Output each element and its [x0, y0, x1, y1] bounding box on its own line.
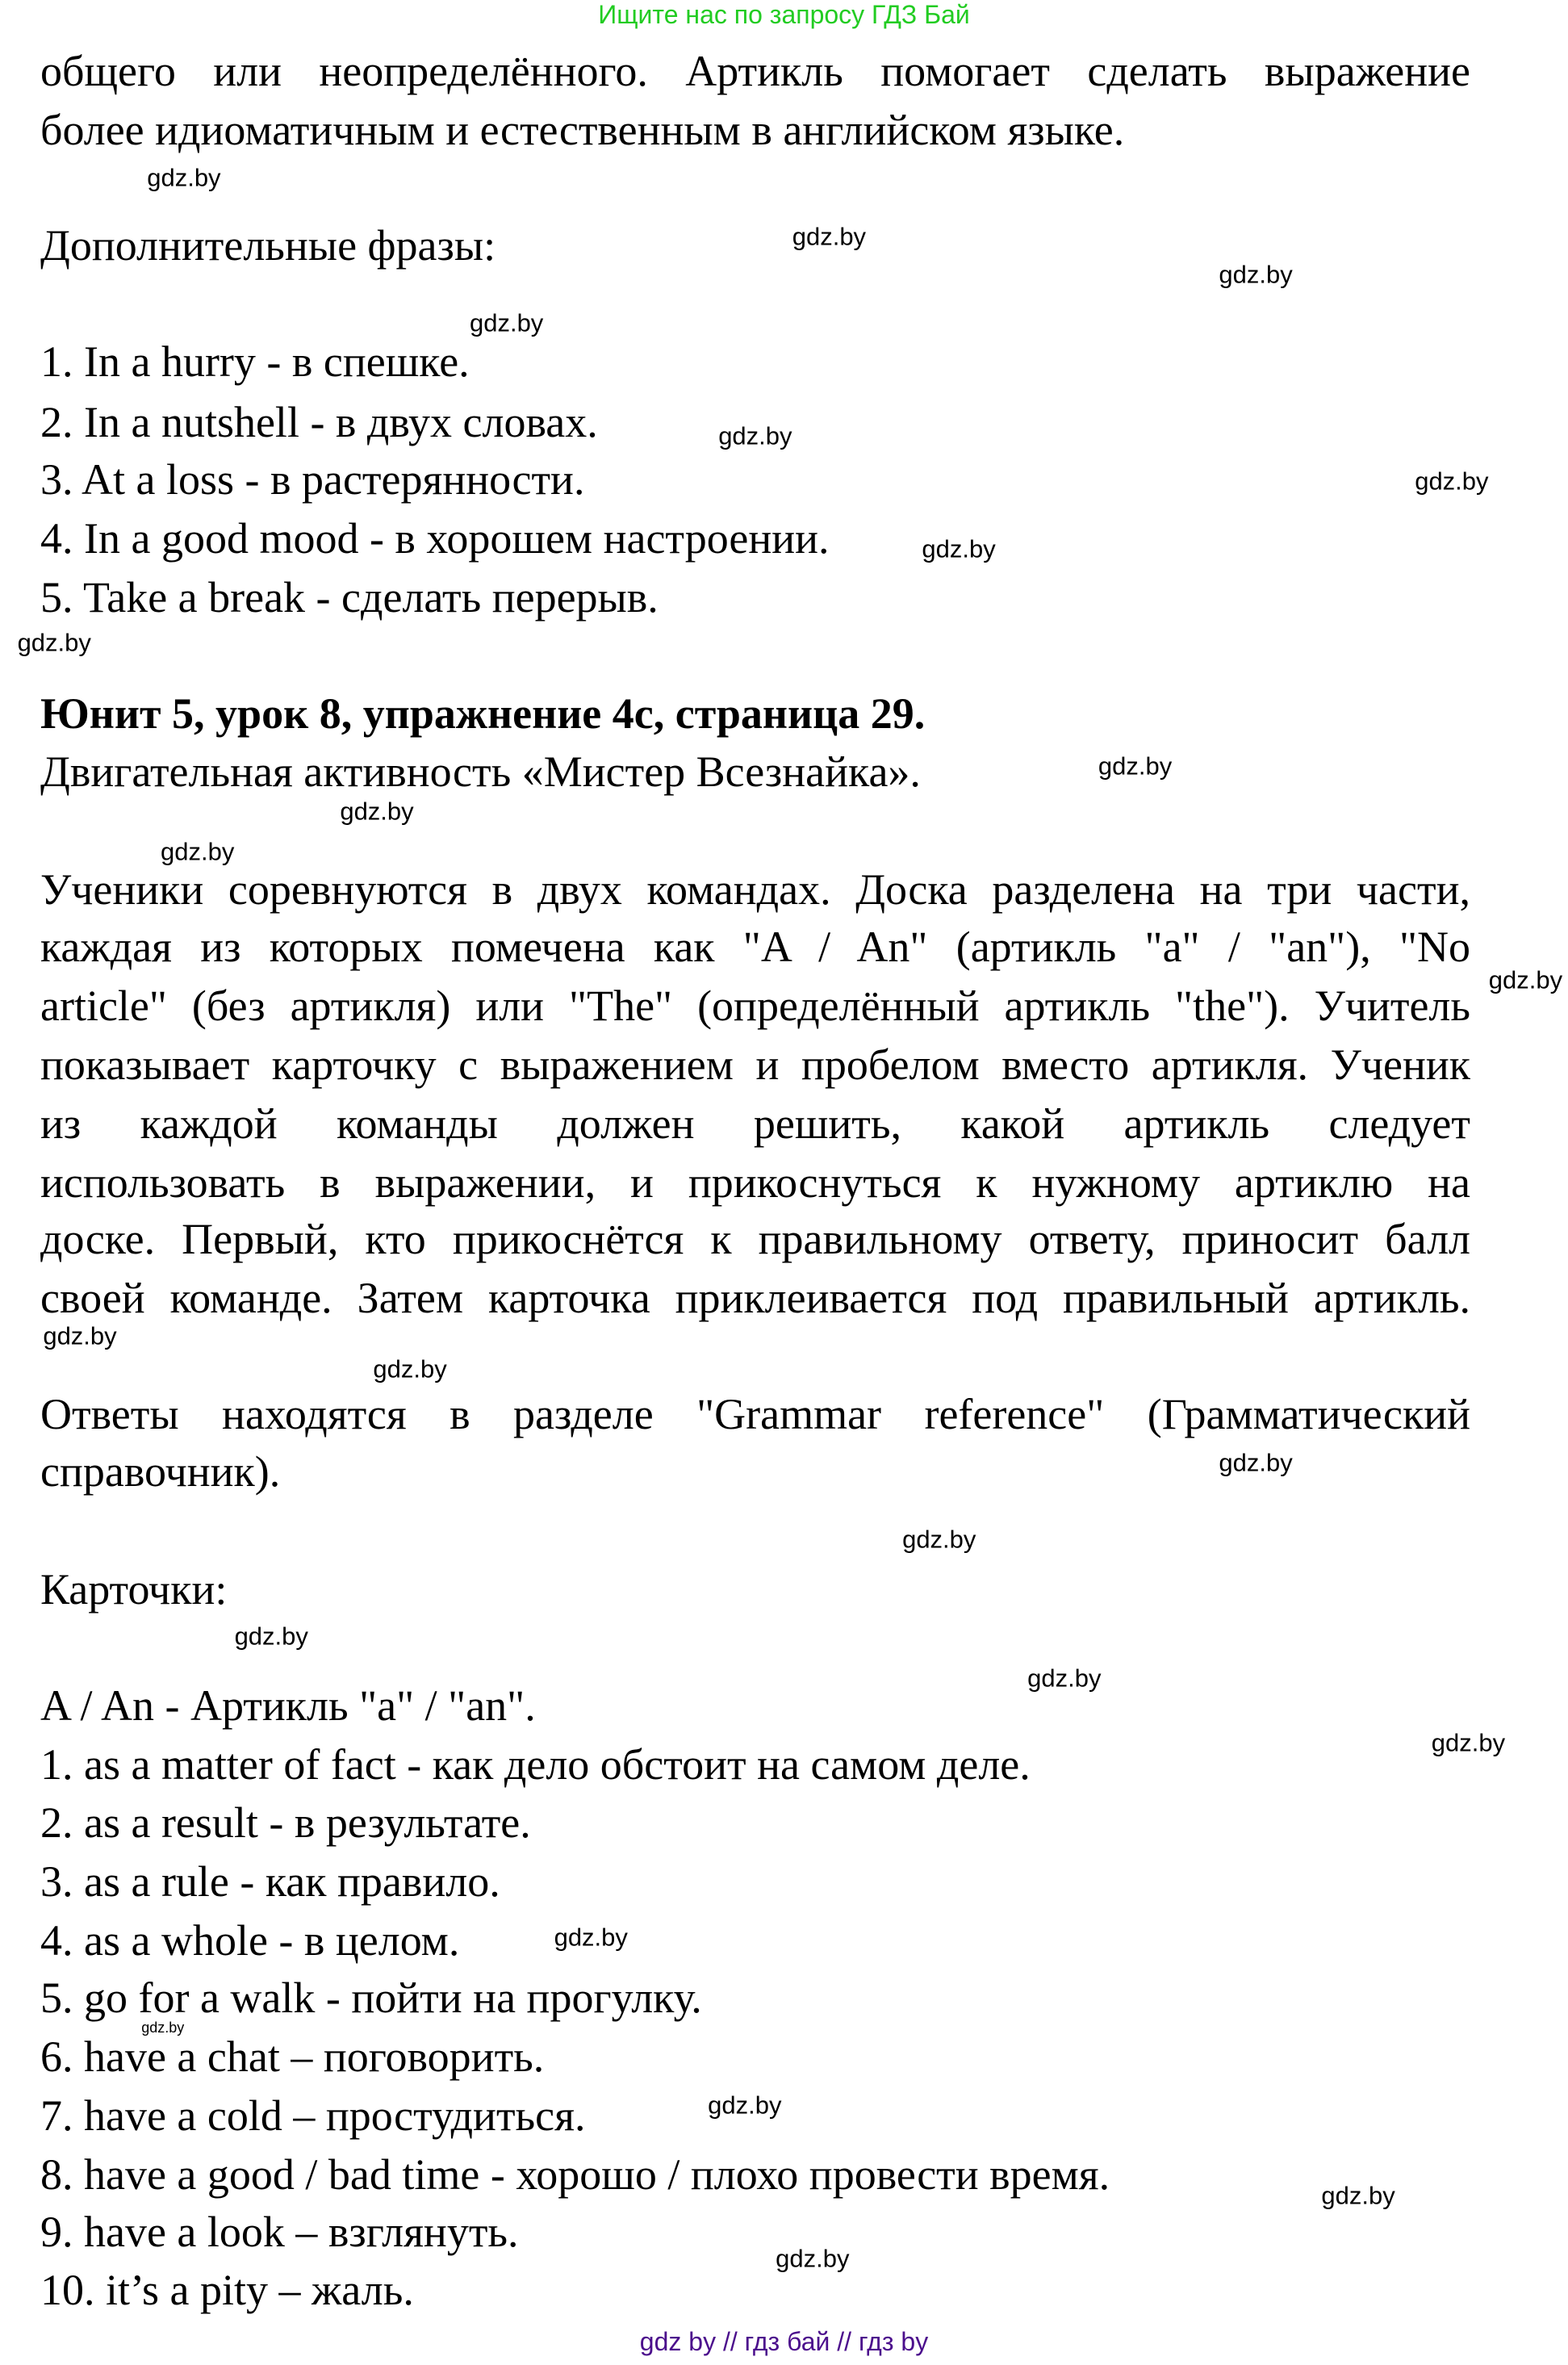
text-line: доске. Первый, кто прикоснётся к правильному ответу, приносит балл — [40, 1215, 1470, 1264]
footer-banner: gdz by // гдз бай // гдз by — [639, 2327, 929, 2356]
text-line: Ученики соревнуются в двух командах. Доска разделена на три части, — [40, 865, 1470, 915]
watermark: gdz.by — [776, 2244, 850, 2273]
text-line: из каждой команды должен решить, какой артикль следует — [40, 1099, 1470, 1148]
text-line: Карточки: — [40, 1564, 228, 1614]
text-line: своей команде. Затем карточка приклеивается под правильный артикль. — [40, 1274, 1470, 1323]
text-line: Ответы находятся в разделе "Grammar reference" (Грамматический — [40, 1390, 1470, 1439]
watermark: gdz.by — [43, 1321, 117, 1350]
text-line: 6. have a chat – поговорить. — [40, 2032, 545, 2081]
text-line: 1. In a hurry - в спешке. — [40, 337, 470, 387]
header-banner: Ищите нас по запросу ГДЗ Бай — [598, 0, 970, 29]
watermark: gdz.by — [1219, 1448, 1293, 1477]
watermark: gdz.by — [373, 1354, 447, 1383]
text-line: 8. have a good / bad time - хорошо / плохо провести время. — [40, 2149, 1110, 2199]
text-line: каждая из которых помечена как "A / An" (артикль "a" / "an"), "No — [40, 923, 1470, 972]
watermark: gdz.by — [161, 837, 235, 866]
text-line: 4. In a good mood - в хорошем настроении. — [40, 513, 830, 563]
watermark: gdz.by — [141, 2019, 185, 2036]
watermark: gdz.by — [902, 1525, 976, 1554]
watermark: gdz.by — [1098, 751, 1173, 781]
text-line: 1. as a matter of fact - как дело обстоит на самом деле. — [40, 1739, 1031, 1789]
watermark: gdz.by — [340, 797, 414, 826]
text-line: использовать в выражении, и прикоснуться к нужному артиклю на — [40, 1157, 1470, 1207]
watermark: gdz.by — [1431, 1728, 1506, 1757]
watermark: gdz.by — [792, 222, 867, 251]
text-line: 5. Take a break - сделать перерыв. — [40, 572, 659, 622]
text-line: Дополнительные фразы: — [40, 221, 496, 270]
watermark: gdz.by — [1415, 467, 1489, 496]
text-line: 2. In a nutshell - в двух словах. — [40, 398, 598, 447]
watermark: gdz.by — [469, 308, 544, 337]
text-line: 7. have a cold – простудиться. — [40, 2091, 586, 2140]
watermark: gdz.by — [718, 421, 792, 450]
text-line: 2. as a result - в результате. — [40, 1798, 531, 1848]
text-line: показывает карточку с выражением и пробелом вместо артикля. Ученик — [40, 1040, 1470, 1089]
text-line: A / An - Артикль "a" / "an". — [40, 1681, 536, 1730]
text-line: 9. have a look – взглянуть. — [40, 2207, 519, 2256]
text-line: 5. go for a walk - пойти на прогулку. — [40, 1974, 702, 2023]
text-line: 3. as a rule - как правило. — [40, 1857, 500, 1907]
watermark: gdz.by — [1321, 2181, 1395, 2210]
watermark: gdz.by — [234, 1622, 308, 1651]
watermark: gdz.by — [1219, 260, 1293, 289]
watermark: gdz.by — [554, 1923, 628, 1952]
watermark: gdz.by — [1488, 965, 1563, 994]
text-line: Двигательная активность «Мистер Всезнайка». — [40, 747, 921, 797]
watermark: gdz.by — [17, 628, 91, 657]
watermark: gdz.by — [1027, 1664, 1102, 1693]
section-heading: Юнит 5, урок 8, упражнение 4с, страница 29. — [40, 689, 926, 738]
watermark: gdz.by — [147, 163, 221, 192]
text-line: 4. as a whole - в целом. — [40, 1916, 460, 1965]
text-line: 10. it’s a pity – жаль. — [40, 2266, 414, 2315]
text-line: справочник). — [40, 1447, 281, 1496]
watermark: gdz.by — [922, 534, 996, 563]
text-line: более идиоматичным и естественным в английском языке. — [40, 105, 1125, 154]
watermark: gdz.by — [708, 2091, 782, 2120]
text-line: 3. At a loss - в растерянности. — [40, 455, 585, 504]
text-line: article" (без артикля) или "The" (определённый артикль "the"). Учитель — [40, 981, 1470, 1030]
text-line: общего или неопределённого. Артикль помогает сделать выражение — [40, 46, 1470, 95]
